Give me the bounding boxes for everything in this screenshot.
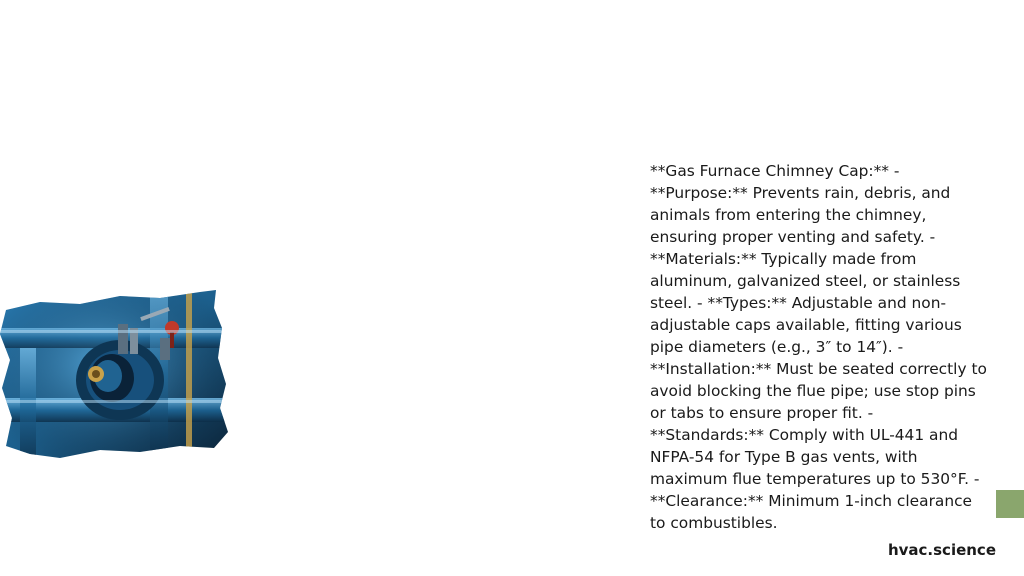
accent-box [996,490,1024,518]
brand-label: hvac.science [887,541,996,559]
body-text: **Gas Furnace Chimney Cap:** - **Purpose:** Prevents rain, debris, and animals from entering the chimney, ensuring proper venting and safety. - **Materials:** Typically made from aluminum, galvanized steel, or stainless steel. - **Types:** Adjustable and non-adjustable caps available, fitting various pipe diameters (e.g., 3″ to 14″). - **Installation:** Must be seated correctly to avoid blocking the flue pipe; use stop pins or tabs to ensure proper fit. - **Standards:** Comply with UL-441 and NFPA-54 for Type B gas vents, with maximum flue temperatures up to 530°F. - **Clearance:** Minimum 1-inch clearance to combustibles. [650,162,987,532]
gas-valve-pipes-photo [0,288,232,460]
